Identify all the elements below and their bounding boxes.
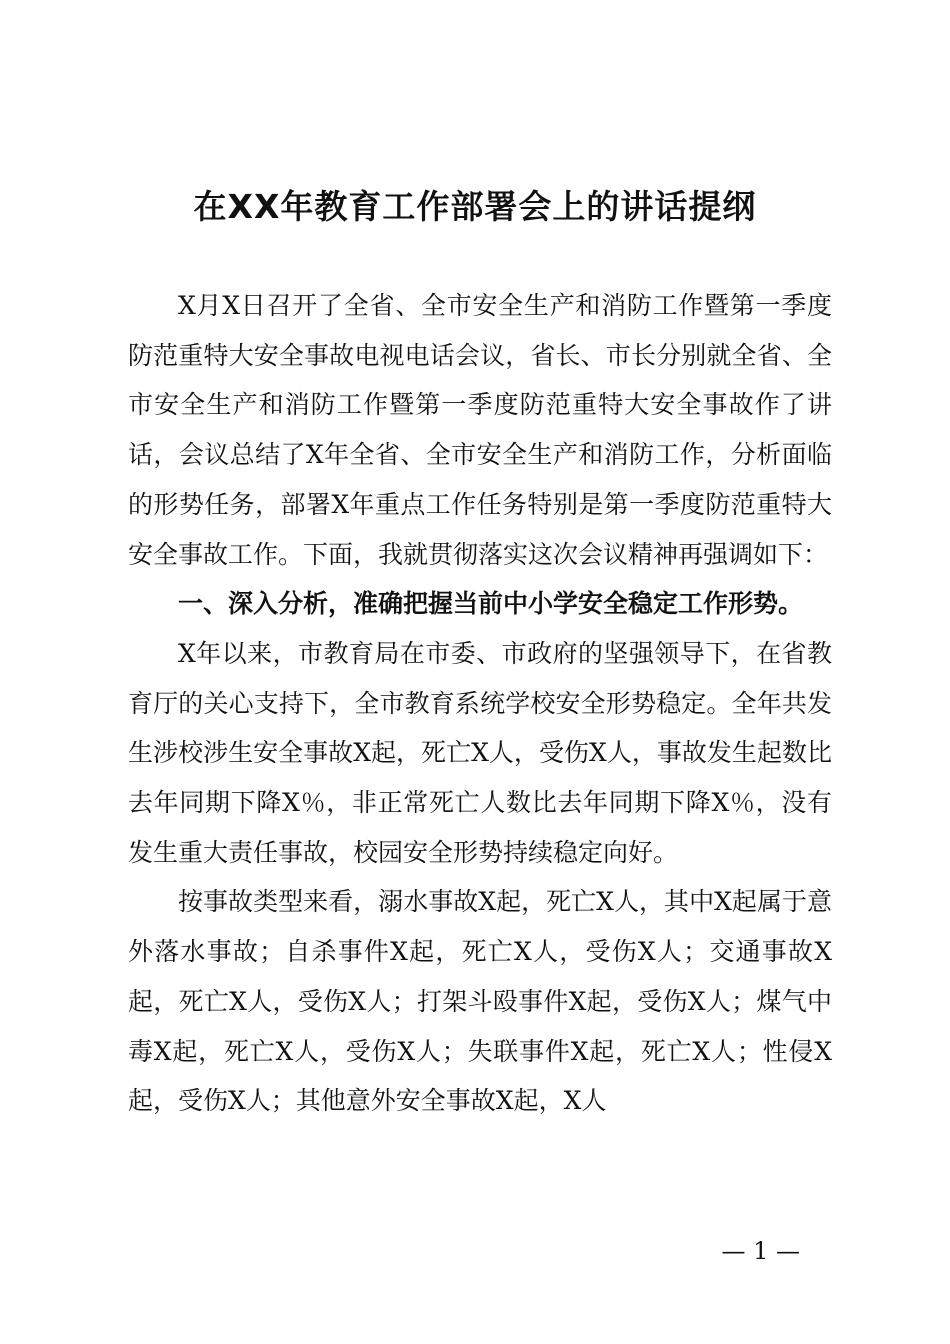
section-heading-1: 一、深入分析，准确把握当前中小学安全稳定工作形势。: [178, 589, 804, 619]
page-number: — 1 —: [721, 1237, 800, 1265]
paragraph-accident-types: 按事故类型来看，溺水事故X起，死亡X人，其中X起属于意外落水事故；自杀事件X起，死亡X人，受伤X人；交通事故X起，死亡X人，受伤X人；打架斗殴事件X起，受伤X人；煤气中毒X起，死亡X人，受伤X人；失联事件X起，死亡X人；性侵X起，受伤X人；其他意外安全事故X起，X人: [128, 887, 832, 1116]
paragraph-intro: X月X日召开了全省、全市安全生产和消防工作暨第一季度防范重特大安全事故电视电话会议，省长、市长分别就全省、全市安全生产和消防工作暨第一季度防范重特大安全事故作了讲话，会议总结了X年全省、全市安全生产和消防工作，分析面临的形势任务，部署X年重点工作任务特别是第一季度防范重特大安全事故工作。下面，我就贯彻落实这次会议精神再强调如下：: [128, 291, 832, 569]
paragraph-overview: X年以来，市教育局在市委、市政府的坚强领导下，在省教育厅的关心支持下，全市教育系统学校安全形势稳定。全年共发生涉校涉生安全事故X起，死亡X人，受伤X人，事故发生起数比去年同期下降X％，非正常死亡人数比去年同期下降X％，没有发生重大责任事故，校园安全形势持续稳定向好。: [128, 638, 832, 867]
document-title: 在XX年教育工作部署会上的讲话提纲: [193, 187, 757, 226]
document-body: [128, 281, 832, 1126]
